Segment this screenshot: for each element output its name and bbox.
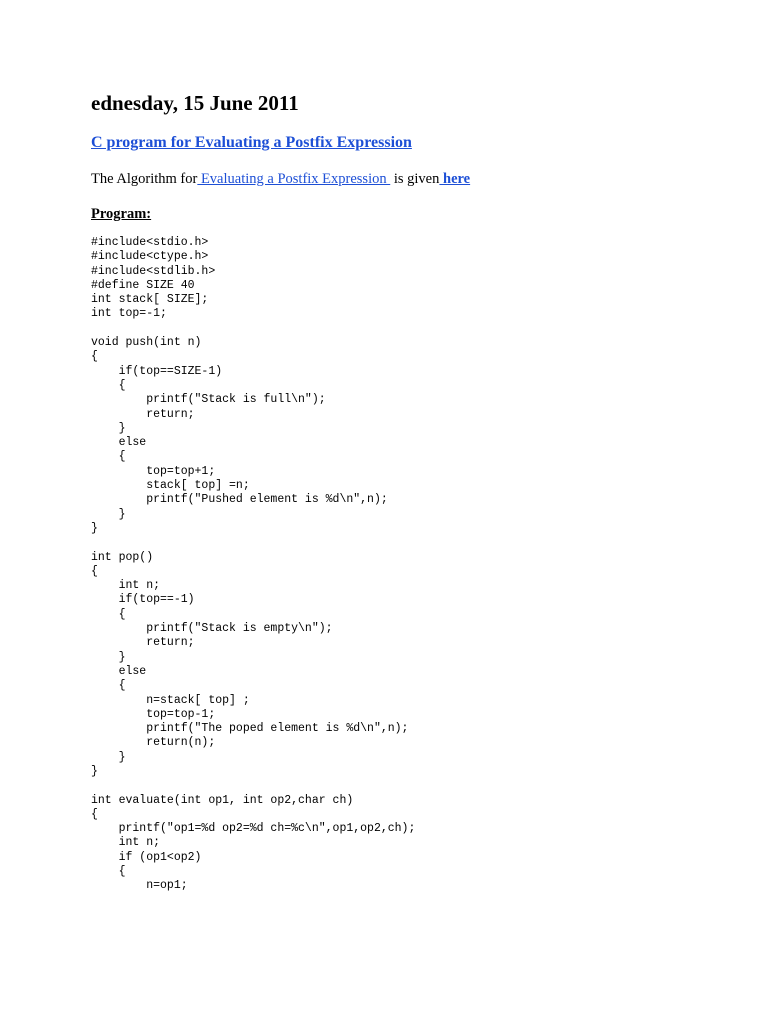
code-line: #include<ctype.h> — [91, 250, 209, 264]
code-line: } — [91, 764, 98, 778]
algorithm-link[interactable]: Evaluating a Postfix Expression — [197, 171, 391, 187]
code-line: { — [91, 807, 98, 821]
code-line: { — [91, 350, 98, 364]
code-line: printf("Pushed element is %d\n",n); — [91, 493, 388, 507]
code-line: if (op1<op2) — [91, 850, 202, 864]
code-line: } — [91, 507, 126, 521]
code-line: { — [91, 607, 126, 621]
code-line: int n; — [91, 836, 161, 850]
code-line: printf("Stack is full\n"); — [91, 393, 326, 407]
code-line: top=top+1; — [91, 464, 216, 478]
code-line: } — [91, 750, 126, 764]
code-line: if(top==SIZE-1) — [91, 364, 223, 378]
code-line: return; — [91, 636, 195, 650]
code-line: n=stack[ top] ; — [91, 693, 250, 707]
code-line: { — [91, 865, 126, 879]
code-line: } — [91, 421, 126, 435]
code-line: printf("The poped element is %d\n",n); — [91, 722, 409, 736]
code-line: return; — [91, 407, 195, 421]
code-line: } — [91, 650, 126, 664]
intro-paragraph — [91, 171, 470, 188]
code-line — [91, 322, 415, 336]
code-line: printf("op1=%d op2=%d ch=%c\n",op1,op2,ch); — [91, 822, 416, 836]
post-title-link[interactable]: C program for Evaluating a Postfix Expression — [91, 134, 412, 151]
code-line: int n; — [91, 579, 161, 593]
code-line: int pop() — [91, 550, 154, 564]
here-link[interactable]: here — [439, 171, 471, 187]
code-line: { — [91, 564, 98, 578]
code-line: #define SIZE 40 — [91, 278, 195, 292]
code-line: return(n); — [91, 736, 216, 750]
code-line — [91, 779, 415, 793]
code-line: { — [91, 679, 126, 693]
code-line: { — [91, 378, 126, 392]
code-line: #include<stdio.h> — [91, 236, 209, 249]
date-header: ednesday, 15 June 2011 — [91, 91, 299, 115]
code-line: else — [91, 436, 147, 450]
code-line: stack[ top] =n; — [91, 479, 250, 493]
code-line: #include<stdlib.h> — [91, 264, 216, 278]
code-line: if(top==-1) — [91, 593, 195, 607]
code-line: top=top-1; — [91, 707, 216, 721]
intro-middle-text: is given — [390, 171, 440, 187]
code-line: int top=-1; — [91, 307, 167, 321]
code-line: { — [91, 450, 126, 464]
post-title-heading — [91, 134, 412, 152]
code-line — [91, 536, 415, 550]
code-line: } — [91, 521, 98, 535]
intro-prefix-text: The Algorithm for — [91, 171, 198, 187]
code-block — [91, 236, 415, 894]
code-line: printf("Stack is empty\n"); — [91, 622, 333, 636]
code-line: int stack[ SIZE]; — [91, 293, 209, 307]
code-line: n=op1; — [91, 879, 188, 893]
code-line: else — [91, 664, 147, 678]
code-line: void push(int n) — [91, 336, 202, 350]
code-line: int evaluate(int op1, int op2,char ch) — [91, 793, 354, 807]
program-label: Program: — [91, 206, 152, 222]
